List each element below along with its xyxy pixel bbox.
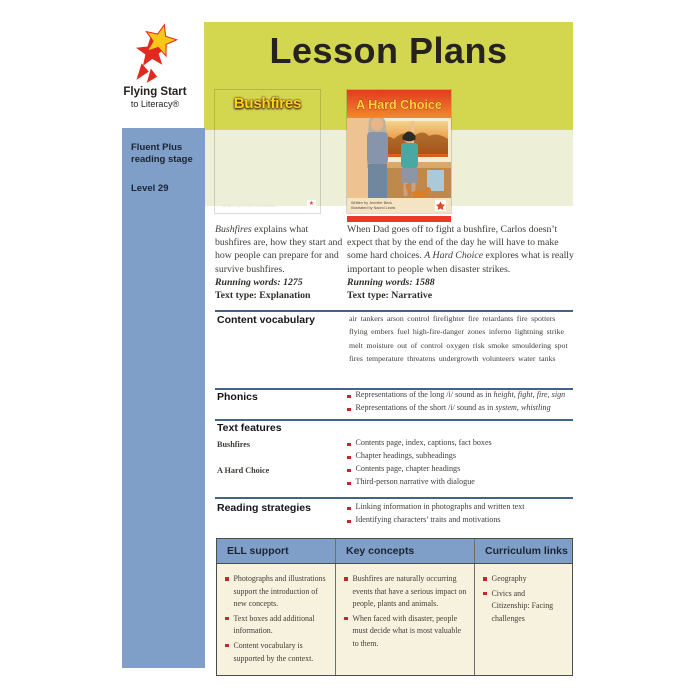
ell-support-cell bbox=[217, 564, 335, 675]
hard-choice-title-inline: A Hard Choice bbox=[424, 250, 484, 262]
key-concept-item: When faced with disaster, people must decide what is most valuable to them. bbox=[352, 613, 461, 648]
text-features-list-1 bbox=[347, 439, 492, 465]
list-item bbox=[347, 516, 525, 525]
phonics-item-examples: height, fight, fire, sign bbox=[493, 390, 566, 399]
reading-stage-label: Fluent Plus reading stage bbox=[131, 142, 193, 166]
text-feature-item: Third-person narrative with dialogue bbox=[355, 477, 475, 487]
text-feature-item: Chapter headings, subheadings bbox=[355, 451, 456, 461]
hard-choice-text-type: Text type: Narrative bbox=[347, 290, 433, 302]
section-label-phonics: Phonics bbox=[217, 391, 258, 403]
list-item bbox=[344, 613, 467, 651]
flying-start-logo-icon bbox=[124, 20, 186, 91]
curriculum-link-item: Civics and Citizenship: Facing challenges bbox=[491, 588, 554, 623]
list-item bbox=[347, 478, 475, 487]
summary-table-header bbox=[217, 539, 572, 564]
text-features-book-1: Bushfires bbox=[217, 440, 251, 449]
bullet-icon bbox=[225, 617, 229, 621]
bushfires-description bbox=[215, 223, 343, 302]
logo-line1: Flying Start bbox=[123, 86, 187, 98]
logo-line2: to Literacy® bbox=[130, 99, 180, 109]
reading-strategy-item: Linking information in photographs and written text bbox=[355, 502, 525, 511]
list-item bbox=[347, 439, 492, 448]
column-header-key-concepts: Key concepts bbox=[335, 539, 474, 563]
list-item bbox=[347, 452, 492, 461]
list-item bbox=[347, 391, 565, 400]
hard-choice-running-words: Running words: 1588 bbox=[347, 276, 435, 288]
bushfires-cover-credit: Written by Kevin Shanahan bbox=[221, 203, 276, 208]
section-label-content-vocabulary: Content vocabulary bbox=[217, 314, 316, 326]
bullet-icon bbox=[344, 617, 348, 621]
bullet-icon bbox=[347, 520, 351, 524]
list-item bbox=[344, 573, 467, 611]
section-divider bbox=[215, 419, 573, 421]
list-item bbox=[483, 573, 565, 586]
ell-item: Photographs and illustrations support the introduction of new concepts. bbox=[233, 574, 326, 609]
reading-stage-sidebar bbox=[122, 128, 205, 668]
list-item bbox=[347, 465, 475, 474]
text-features-list-2 bbox=[347, 465, 475, 491]
key-concepts-cell bbox=[335, 564, 474, 675]
reading-strategy-item: Identifying characters’ traits and motivations bbox=[355, 515, 501, 525]
list-item bbox=[347, 503, 525, 512]
bullet-icon bbox=[347, 482, 351, 486]
ell-item: Text boxes add additional information. bbox=[233, 613, 315, 636]
bullet-icon bbox=[347, 469, 351, 473]
bullet-icon bbox=[347, 443, 351, 447]
bushfires-running-words: Running words: 1275 bbox=[215, 276, 303, 288]
phonics-item-examples: system, whistling bbox=[495, 403, 551, 413]
column-header-ell-support: ELL support bbox=[227, 545, 289, 557]
page-title: Lesson Plans bbox=[269, 30, 508, 71]
bushfires-text-type: Text type: Explanation bbox=[215, 290, 311, 302]
content-vocabulary-words: air tankers arson control firefighter fire retardants fire spotters flying embers fuel high-fire-danger zones inferno lightning strike melt moisture out of control oxygen risk smoke smouldering spot fires temperature threatens undergrowth volunteers water tanks bbox=[349, 314, 568, 363]
summary-table bbox=[216, 538, 573, 676]
section-divider bbox=[215, 497, 573, 499]
summary-table-body bbox=[217, 564, 572, 675]
bullet-icon bbox=[347, 408, 351, 412]
list-item bbox=[225, 573, 328, 611]
bullet-icon bbox=[483, 577, 487, 581]
list-item bbox=[225, 613, 328, 638]
phonics-item-text: Representations of the long /i/ sound as in bbox=[355, 390, 494, 399]
text-features-book-2: A Hard Choice bbox=[217, 466, 270, 475]
bullet-icon bbox=[347, 456, 351, 460]
reading-strategies-list bbox=[347, 503, 525, 529]
bullet-icon bbox=[347, 507, 351, 511]
bullet-icon bbox=[225, 577, 229, 581]
bullet-icon bbox=[344, 577, 348, 581]
book-cover-a-hard-choice bbox=[347, 90, 451, 213]
bushfires-title-inline: Bushfires bbox=[215, 224, 252, 235]
bullet-icon bbox=[347, 395, 351, 399]
bushfires-cover-title: Bushfires bbox=[233, 95, 302, 112]
curriculum-link-item: Geography bbox=[491, 574, 527, 583]
curriculum-links-cell bbox=[474, 564, 572, 675]
hard-choice-description bbox=[347, 223, 577, 302]
text-feature-item: Contents page, index, captions, fact boxes bbox=[355, 438, 492, 447]
text-feature-item: Contents page, chapter headings bbox=[355, 464, 461, 473]
list-item bbox=[225, 640, 328, 665]
hard-choice-credit1: Written by Jennifer Beck bbox=[351, 201, 393, 205]
key-concept-item: Bushfires are naturally occurring events that have a serious impact on people, plants and animals. bbox=[352, 574, 467, 609]
bullet-icon bbox=[225, 644, 229, 648]
bushfires-desc-text: explains what bushfires are, how they start and how people can prepare for and survive bushfires. bbox=[215, 224, 343, 275]
section-label-reading-strategies: Reading strategies bbox=[217, 502, 311, 514]
column-header-curriculum-links: Curriculum links bbox=[474, 539, 572, 563]
logo-wordmark bbox=[112, 86, 198, 109]
hard-choice-desc-pre: When Dad goes off to fight a bushfire, Carlos doesn’t expect that by the end of the day he will have to make some hard choices. bbox=[347, 224, 559, 262]
hard-choice-desc-post: explores what is really important to people when disaster strikes. bbox=[347, 250, 574, 275]
hard-choice-cover-title: A Hard Choice bbox=[356, 98, 442, 112]
phonics-list bbox=[347, 391, 565, 417]
list-item bbox=[347, 404, 565, 413]
bullet-icon bbox=[483, 592, 487, 596]
phonics-item-text: Representations of the short /i/ sound as in bbox=[355, 403, 496, 413]
section-label-text-features: Text features bbox=[217, 422, 282, 434]
ell-item: Content vocabulary is supported by the context. bbox=[233, 640, 314, 663]
publisher-logo-icon: ★ bbox=[308, 201, 315, 207]
red-accent-stripe bbox=[347, 216, 451, 222]
list-item bbox=[483, 588, 565, 626]
book-cover-bushfires bbox=[215, 90, 320, 213]
hard-choice-credit2: Illustrated by Naomi Lewis bbox=[351, 206, 396, 210]
level-label: Level 29 bbox=[131, 182, 169, 194]
